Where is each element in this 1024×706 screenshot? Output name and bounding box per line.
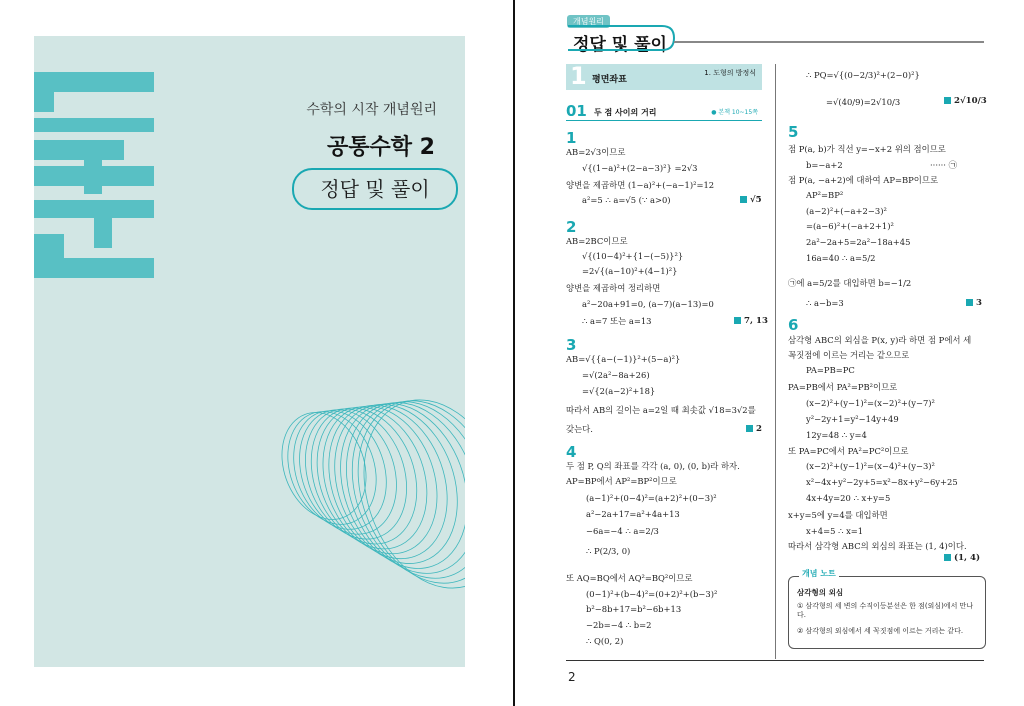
solution-line: −2b=−4 ∴ b=2: [586, 620, 652, 630]
solution-line: x+y=5에 y=4를 대입하면: [788, 510, 888, 520]
solution-line: =√(40/9)=2√10/3: [826, 97, 901, 107]
cover: [34, 36, 465, 667]
solution-line: 12y=48 ∴ y=4: [806, 430, 867, 440]
problem-number: 5: [788, 123, 799, 141]
solution-line: 2a²−2a+5=2a²−18a+45: [806, 237, 911, 247]
solution-line: 4x+4y=20 ∴ x+y=5: [806, 493, 891, 503]
problem-number: 4: [566, 443, 577, 461]
solution-line: y²−2y+1=y²−14y+49: [806, 414, 899, 424]
solution-line: (x−2)²+(y−1)²=(x−4)²+(y−3)²: [806, 461, 935, 471]
solution-line: PA=PB=PC: [806, 365, 855, 375]
problem-number: 2: [566, 218, 577, 236]
section-sub: 1. 도형의 방정식: [704, 69, 756, 77]
answer-box: 3: [966, 298, 982, 308]
subsection-title: 두 점 사이의 거리: [594, 108, 657, 117]
solution-line: b=−a+2: [806, 160, 843, 170]
solution-line: −6a=−4 ∴ a=2/3: [586, 526, 659, 536]
problem-number: 3: [566, 336, 577, 354]
solution-line: AP²=BP²: [806, 190, 844, 200]
solution-line: =2√{(a−10)²+(4−1)²}: [582, 266, 678, 276]
title-bracket: [566, 22, 986, 54]
answer-box: 2√10/3: [944, 96, 987, 106]
subsection-number: 01: [566, 102, 587, 120]
solution-line: 갖는다.: [566, 424, 593, 434]
section-name: 평면좌표: [592, 75, 627, 85]
solution-line: (a−1)²+(0−4)²=(a+2)²+(0−3)²: [586, 493, 717, 503]
section-header: [566, 64, 762, 90]
solution-line: ∴ P(2/3, 0): [586, 546, 631, 556]
cover-answer-label: 정답 및 풀이: [292, 168, 458, 210]
solution-line: 두 점 P, Q의 좌표를 각각 (a, 0), (0, b)라 하자.: [566, 461, 740, 471]
solution-line: 양변을 제곱하여 정리하면: [566, 283, 661, 293]
solution-line: 따라서 AB의 길이는 a=2일 때 최솟값 √18=3√2를: [566, 405, 756, 415]
problem-number: 6: [788, 316, 799, 334]
solution-line: AB=2BC이므로: [566, 236, 628, 246]
solution-line: 점 P(a, −a+2)에 대하여 AP=BP이므로: [788, 175, 939, 185]
solution-line: ∴ a−b=3: [806, 298, 844, 308]
solution-line: a²−20a+91=0, (a−7)(a−13)=0: [582, 299, 714, 309]
solution-line: 따라서 삼각형 ABC의 외심의 좌표는 (1, 4)이다.: [788, 541, 967, 551]
answer-box: √5: [740, 195, 762, 205]
solution-line: ∴ PQ=√{(0−2/3)²+(2−0)²}: [806, 70, 920, 80]
cover-subtitle: 수학의 시작 개념원리: [306, 102, 437, 118]
solution-line: (x−2)²+(y−1)²=(x−2)²+(y−7)²: [806, 398, 935, 408]
bottom-rule: [566, 660, 984, 661]
solution-line: 또 PA=PC에서 PA²=PC²이므로: [788, 446, 909, 456]
solution-line: a²−2a+17=a²+4a+13: [586, 509, 680, 519]
solution-line: AP=BP에서 AP²=BP²이므로: [566, 476, 677, 486]
solution-line: ∴ a=7 또는 a=13: [582, 316, 652, 326]
solution-line: ㉠에 a=5/2를 대입하면 b=−1/2: [788, 278, 912, 288]
cover-title-logo: [34, 72, 154, 278]
section-number: 1: [570, 62, 587, 90]
solution-line: 양변을 제곱하면 (1−a)²+(−a−1)²=12: [566, 180, 715, 190]
solution-line: =√{2(a−2)²+18}: [582, 386, 656, 396]
answer-box: (1, 4): [944, 553, 980, 563]
solution-line: √{(10−4)²+{1−(−5)}²}: [582, 251, 684, 261]
solution-line: AB=2√3이므로: [566, 147, 626, 157]
subsection-header: [566, 104, 762, 121]
page-title: 정답 및 풀이: [573, 35, 667, 55]
equation-marker: ······ ㉠: [930, 160, 958, 170]
note-label: 개념 노트: [799, 568, 839, 579]
solution-line: 16a=40 ∴ a=5/2: [806, 253, 876, 263]
answer-box: 2: [746, 424, 762, 434]
solution-line: a²=5 ∴ a=√5 (∵ a>0): [582, 195, 671, 205]
cover-title: 공통수학 2: [327, 135, 435, 160]
solution-line: 꼭짓점에 이르는 거리는 같으므로: [788, 350, 910, 360]
concept-note-box: [788, 569, 986, 649]
solution-line: ∴ Q(0, 2): [586, 636, 624, 646]
solution-line: =√(2a²−8a+26): [582, 370, 650, 380]
solution-line: (a−2)²+(−a+2−3)²: [806, 206, 887, 216]
solution-line: x²−4x+y²−2y+5=x²−8x+y²−6y+25: [806, 477, 958, 487]
note-item: ② 삼각형의 외심에서 세 꼭짓점에 이르는 거리는 같다.: [797, 627, 964, 635]
solution-line: (0−1)²+(b−4)²=(0+2)²+(b−3)²: [586, 589, 718, 599]
solution-line: PA=PB에서 PA²=PB²이므로: [788, 382, 898, 392]
note-heading: 삼각형의 외심: [797, 588, 844, 597]
page-number: 2: [568, 670, 576, 684]
solution-line: √{(1−a)²+(2−a−3)²} =2√3: [582, 163, 698, 173]
subsection-ref: ● 본책 10~15쪽: [711, 109, 758, 116]
solution-line: AB=√{{a−(−1)}²+(5−a)²}: [566, 354, 681, 364]
note-item: ① 삼각형의 세 변의 수직이등분선은 한 점(외심)에서 만나다.: [797, 602, 974, 619]
solution-line: =(a−6)²+(−a+2+1)²: [806, 221, 894, 231]
column-rule: [775, 64, 776, 659]
solution-line: 삼각형 ABC의 외심을 P(x, y)라 하면 점 P에서 세: [788, 335, 972, 345]
solution-line: x+4=5 ∴ x=1: [806, 526, 864, 536]
page-tag: 개념원리: [567, 15, 610, 28]
page-divider: [513, 0, 515, 706]
coil-graphic: [268, 380, 465, 609]
problem-number: 1: [566, 129, 577, 147]
solution-line: b²−8b+17=b²−6b+13: [586, 604, 682, 614]
solution-line: 또 AQ=BQ에서 AQ²=BQ²이므로: [566, 573, 693, 583]
solution-line: 점 P(a, b)가 직선 y=−x+2 위의 점이므로: [788, 144, 946, 154]
answer-box: 7, 13: [734, 316, 768, 326]
